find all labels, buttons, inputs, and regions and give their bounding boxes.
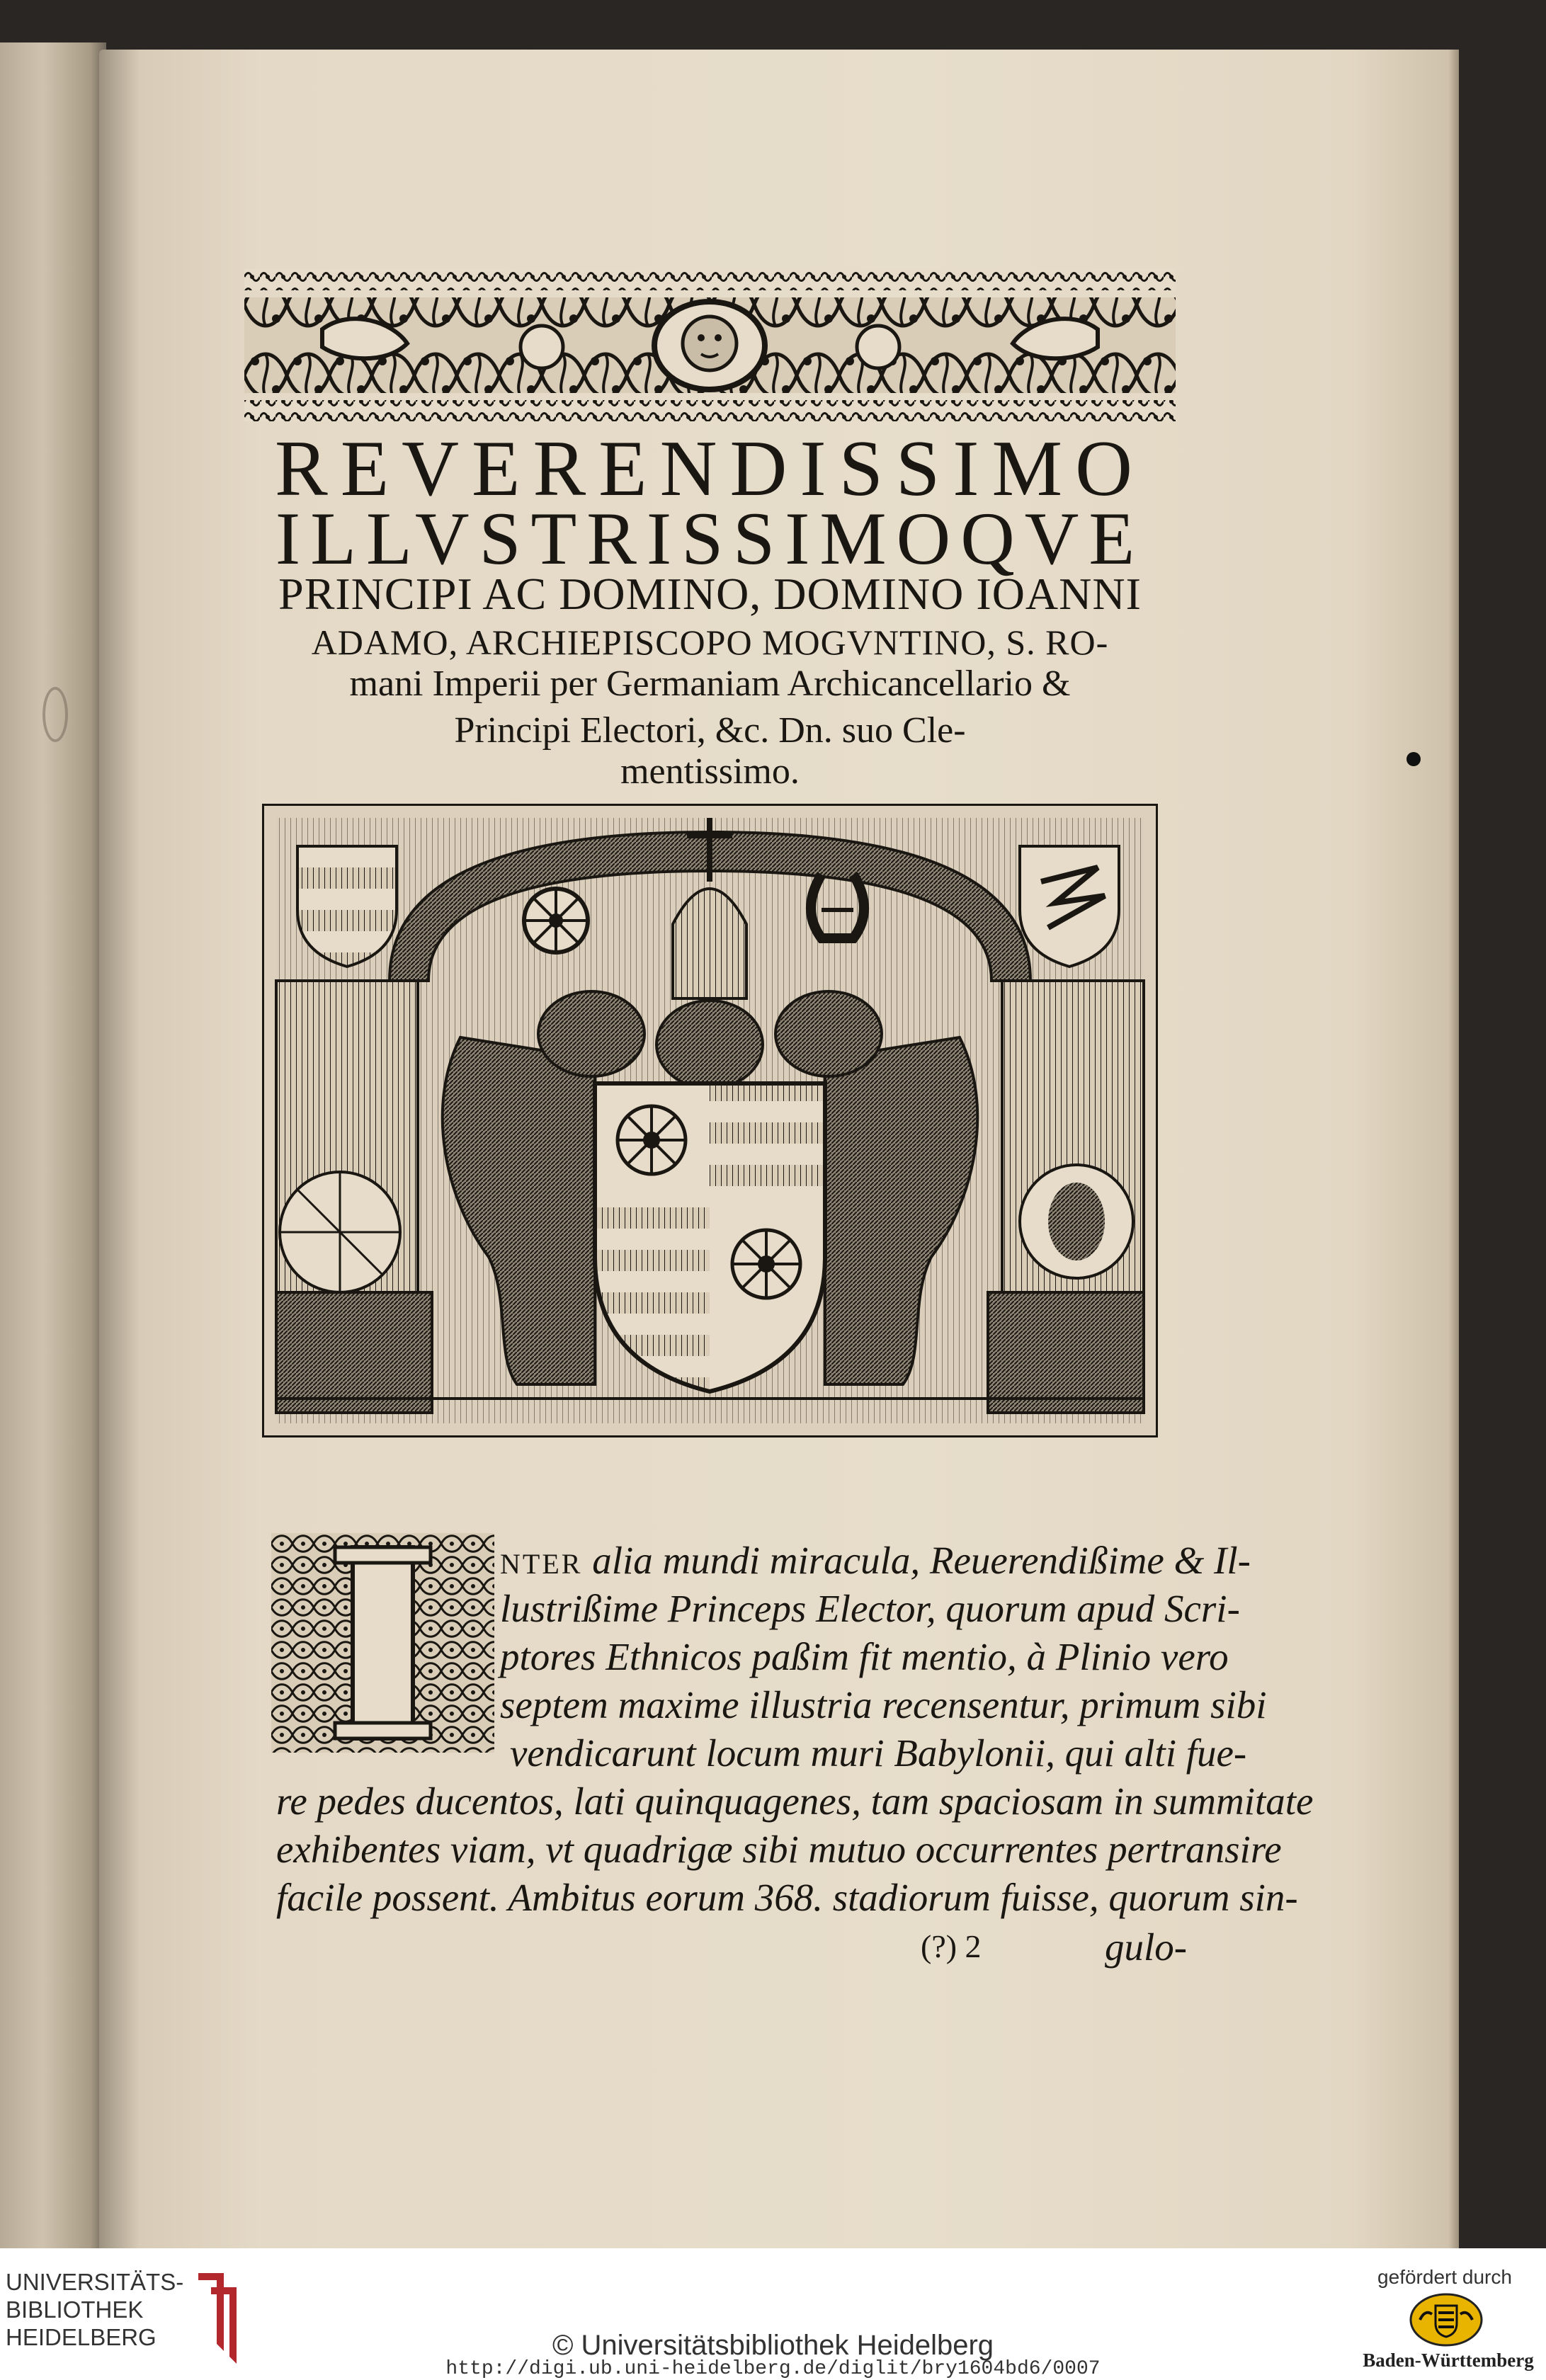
- signature-mark: (?) 2: [921, 1928, 982, 1964]
- body-line-2: lustrißime Princeps Elector, quorum apud Scri-: [500, 1587, 1240, 1630]
- dedication-title-line-6: Principi Electori, &c. Dn. suo Cle-: [454, 710, 966, 751]
- library-name-line-3: HEIDELBERG: [6, 2324, 157, 2350]
- dedication-title-line-2: ILLVSTRISSIMOQVE: [275, 497, 1145, 580]
- body-line-4: septem maxime illustria recensentur, primum sibi: [500, 1683, 1267, 1726]
- body-line-6: re pedes ducentos, lati quinquagenes, tam spaciosam in summitate: [276, 1780, 1314, 1823]
- binding-hole: [42, 687, 68, 742]
- body-line-3: ptores Ethnicos paßim fit mentio, à Plinio vero: [500, 1635, 1229, 1678]
- page-edge-shadow: [1449, 50, 1459, 2248]
- catchword: gulo-: [1105, 1925, 1188, 1969]
- ornament-headpiece: [244, 269, 1176, 421]
- library-name-line-1: UNIVERSITÄTS-: [6, 2269, 184, 2295]
- dedication-title-line-1: REVERENDISSIMO: [275, 425, 1145, 513]
- coat-of-arms-engraving: [262, 804, 1158, 1437]
- body-line-8: facile possent. Ambitus eorum 368. stadiorum fuisse, quorum sin-: [276, 1876, 1298, 1919]
- library-name-line-2: BIBLIOTHEK: [6, 2296, 144, 2323]
- body-line-1-caps: NTER: [500, 1548, 583, 1580]
- baden-wuerttemberg-emblem-icon[interactable]: [1407, 2291, 1485, 2348]
- dedication-title-line-3: PRINCIPI AC DOMINO, DOMINO IOANNI: [278, 569, 1142, 619]
- body-line-5: vendicarunt locum muri Babylonii, qui alti fue-: [510, 1731, 1247, 1775]
- body-line-7: exhibentes viam, vt quadrigæ sibi mutuo occurrentes pertransire: [276, 1828, 1282, 1871]
- dedication-title-line-5: mani Imperii per Germaniam Archicancellario &: [349, 664, 1071, 704]
- dedication-title-line-4: ADAMO, ARCHIEPISCOPO MOGVNTINO, S. RO-: [311, 622, 1109, 662]
- permalink-url[interactable]: http://digi.ub.uni-heidelberg.de/diglit/bry1604bd6/0007: [445, 2358, 1101, 2380]
- body-line-1: [500, 1538, 1251, 1583]
- ink-spot: [1406, 752, 1421, 766]
- decorated-initial: [271, 1533, 494, 1753]
- funder-name: Baden-Württemberg: [1363, 2350, 1534, 2371]
- body-line-1-text: alia mundi miracula, Reuerendißime & Il-: [582, 1539, 1251, 1582]
- previous-page-edge: [0, 42, 106, 2248]
- copyright-notice: © Universitätsbibliothek Heidelberg: [552, 2330, 994, 2361]
- funded-by-label: gefördert durch: [1377, 2266, 1512, 2288]
- dedication-title-line-7: mentissimo.: [620, 751, 800, 792]
